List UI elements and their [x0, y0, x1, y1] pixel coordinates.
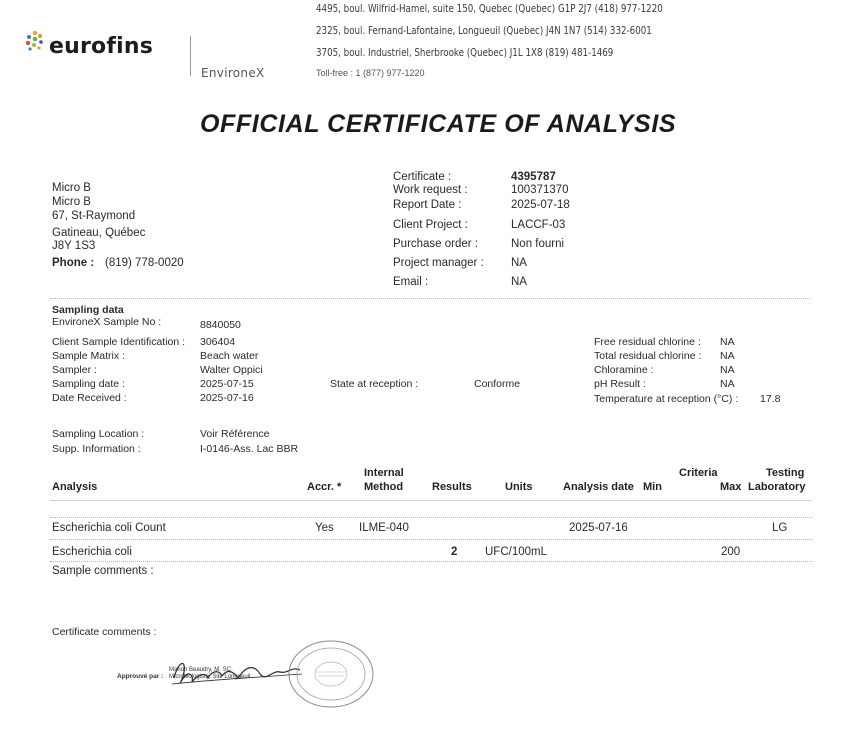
stamp-seal-icon	[286, 638, 376, 710]
sampler-value: Walter Oppici	[200, 364, 263, 376]
cell-accreditation: Yes	[315, 522, 334, 534]
col-accreditation: Accr. *	[307, 481, 342, 493]
cell-results: 2	[451, 546, 458, 558]
approver-role: Microbiologiste, Site Longueuil	[169, 674, 251, 680]
client-project-value: LACCF-03	[511, 219, 566, 231]
total-chlorine-value: NA	[720, 350, 735, 362]
state-reception-value: Conforme	[474, 378, 521, 390]
sampler-label: Sampler :	[52, 364, 97, 376]
col-analysis: Analysis	[52, 481, 98, 493]
sampling-heading: Sampling data	[52, 304, 124, 316]
project-manager-label: Project manager :	[393, 257, 484, 269]
client-line: Micro B	[52, 182, 91, 194]
client-project-label: Client Project :	[393, 219, 468, 231]
project-manager-value: NA	[511, 257, 527, 269]
temperature-value: 17.8	[760, 393, 781, 405]
sample-matrix-value: Beach water	[200, 350, 259, 362]
col-results: Results	[432, 481, 472, 493]
temperature-label: Temperature at reception (°C) :	[594, 393, 739, 405]
table-divider	[50, 517, 812, 518]
supp-info-label: Supp. Information :	[52, 443, 141, 455]
sampling-date-label: Sampling date :	[52, 378, 125, 390]
table-divider	[50, 539, 812, 540]
work-request-value: 100371370	[511, 184, 569, 196]
col-max: Max	[720, 481, 742, 493]
logo-divider	[190, 36, 191, 76]
state-reception-label: State at reception :	[330, 378, 419, 390]
free-chlorine-value: NA	[720, 336, 735, 348]
brand-name: eurofins	[49, 34, 154, 59]
purchase-order-value: Non fourni	[511, 238, 565, 250]
email-value: NA	[511, 276, 527, 288]
phone-label: Phone :	[52, 257, 95, 269]
purchase-order-label: Purchase order :	[393, 238, 479, 250]
approver-name: Manon Beaudry, M. SC	[169, 667, 231, 673]
email-label: Email :	[393, 276, 429, 288]
ph-label: pH Result :	[594, 378, 646, 390]
address-line-1: 4495, boul. Wilfrid-Hamel, suite 150, Quebec (Quebec) G1P 2J7 (418) 977-1220	[316, 3, 663, 15]
report-date-value: 2025-07-18	[511, 199, 570, 211]
col-min: Min	[643, 481, 662, 493]
cell-analysis: Escherichia coli	[52, 546, 132, 558]
cell-method: ILME-040	[359, 522, 409, 534]
col-testing-line2: Laboratory	[748, 481, 806, 493]
certificate-comments-label: Certificate comments :	[52, 626, 157, 638]
work-request-label: Work request :	[393, 184, 468, 196]
table-divider	[50, 500, 812, 501]
col-analysis-date: Analysis date	[563, 481, 634, 493]
free-chlorine-label: Free residual chlorine :	[594, 336, 701, 348]
client-line: Gatineau, Québec	[52, 227, 146, 239]
date-received-value: 2025-07-16	[200, 392, 254, 404]
sampling-location-label: Sampling Location :	[52, 428, 145, 440]
brand-subname: EnvironeX	[201, 66, 265, 80]
ph-value: NA	[720, 378, 735, 390]
client-line: Micro B	[52, 196, 91, 208]
chloramine-label: Chloramine :	[594, 364, 654, 376]
cell-analysis-date: 2025-07-16	[569, 522, 628, 534]
sampling-date-value: 2025-07-15	[200, 378, 254, 390]
cell-analysis: Escherichia coli Count	[52, 522, 166, 534]
table-divider	[50, 561, 812, 562]
col-method-line1: Internal	[364, 467, 404, 479]
eurofins-logo-icon	[24, 30, 46, 54]
phone-value: (819) 778-0020	[105, 257, 184, 269]
client-line: 67, St-Raymond	[52, 210, 136, 222]
client-line: J8Y 1S3	[52, 240, 96, 252]
certificate-label: Certificate :	[393, 171, 452, 183]
sample-comments-label: Sample comments :	[52, 565, 154, 577]
supp-info-value: I-0146-Ass. Lac BBR	[200, 443, 299, 455]
sample-matrix-label: Sample Matrix :	[52, 350, 125, 362]
divider	[50, 298, 810, 299]
approved-by-label: Approuvé par :	[117, 673, 164, 680]
report-date-label: Report Date :	[393, 199, 462, 211]
client-sample-id-value: 306404	[200, 336, 236, 348]
cell-lab: LG	[772, 522, 788, 534]
address-line-3: 3705, boul. Industriel, Sherbrooke (Quebec) J1L 1X8 (819) 481-1469	[316, 47, 614, 59]
address-line-2: 2325, boul. Fernand-Lafontaine, Longueuil (Quebec) J4N 1N7 (514) 332-6001	[316, 25, 652, 37]
cell-max: 200	[721, 546, 741, 558]
page-title: OFFICIAL CERTIFICATE OF ANALYSIS	[200, 110, 677, 138]
sample-no-value: 8840050	[200, 319, 241, 331]
col-method-line2: Method	[364, 481, 404, 493]
client-sample-id-label: Client Sample Identification :	[52, 336, 186, 348]
cell-units: UFC/100mL	[485, 546, 547, 558]
total-chlorine-label: Total residual chlorine :	[594, 350, 702, 362]
certificate-value: 4395787	[511, 171, 556, 183]
col-criteria: Criteria	[679, 467, 718, 479]
chloramine-value: NA	[720, 364, 735, 376]
sampling-location-value: Voir Référence	[200, 428, 270, 440]
toll-free: Toll-free : 1 (877) 977-1220	[316, 68, 425, 78]
date-received-label: Date Received :	[52, 392, 127, 404]
col-testing-line1: Testing	[766, 467, 805, 479]
sample-no-label: EnvironeX Sample No :	[52, 316, 162, 328]
col-units: Units	[505, 481, 533, 493]
